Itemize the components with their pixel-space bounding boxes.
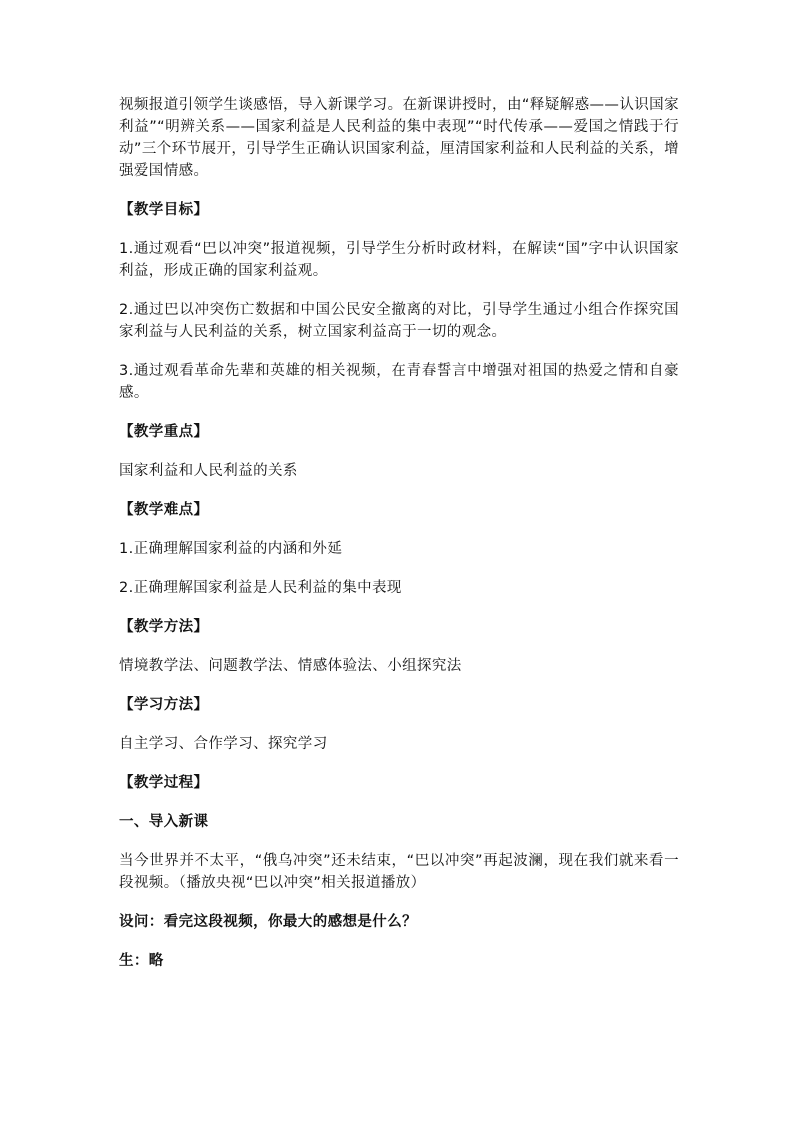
teaching-method-text: 情境教学法、问题教学法、情感体验法、小组探究法 bbox=[119, 658, 462, 674]
objectives-heading: 【教学目标】 bbox=[119, 202, 209, 218]
section-heading: 一、导入新课 bbox=[119, 814, 209, 830]
question-text: 设问：看完这段视频，你最大的感想是什么？ bbox=[119, 914, 417, 930]
key-point-text: 国家利益和人民利益的关系 bbox=[119, 463, 298, 479]
intro-paragraph: 视频报道引领学生谈感悟，导入新课学习。在新课讲授时，由“释疑解惑——认识国家利益”“明辨关系——国家利益是人民利益的集中表现”“时代传承——爱国之情践于行动”三个环节展开，引导学生正确认识国家利益，厘清国家利益和人民利益的关系，增强爱国情感。 bbox=[119, 97, 679, 179]
difficulty-heading: 【教学难点】 bbox=[119, 502, 209, 518]
answer-text: 生：略 bbox=[119, 953, 164, 969]
study-method-text: 自主学习、合作学习、探究学习 bbox=[119, 736, 328, 752]
teaching-method-heading: 【教学方法】 bbox=[119, 619, 209, 635]
key-point-heading: 【教学重点】 bbox=[119, 424, 209, 440]
objective-item: 3.通过观看革命先辈和英雄的相关视频，在青春誓言中增强对祖国的热爱之情和自豪感。 bbox=[119, 363, 679, 401]
study-method-heading: 【学习方法】 bbox=[119, 697, 209, 713]
section-intro-text: 当今世界并不太平，“俄乌冲突”还未结束，“巴以冲突”再起波澜，现在我们就来看一段视频。（播放央视“巴以冲突”相关报道播放） bbox=[119, 853, 679, 891]
objective-item: 1.通过观看“巴以冲突”报道视频，引导学生分析时政材料，在解读“国”字中认识国家利益，形成正确的国家利益观。 bbox=[119, 241, 679, 279]
document-body bbox=[119, 94, 679, 989]
objective-item: 2.通过巴以冲突伤亡数据和中国公民安全撤离的对比，引导学生通过小组合作探究国家利益与人民利益的关系，树立国家利益高于一切的观念。 bbox=[119, 302, 679, 340]
difficulty-item: 2.正确理解国家利益是人民利益的集中表现 bbox=[119, 580, 402, 596]
teaching-process-heading: 【教学过程】 bbox=[119, 775, 209, 791]
difficulty-item: 1.正确理解国家利益的内涵和外延 bbox=[119, 541, 343, 557]
